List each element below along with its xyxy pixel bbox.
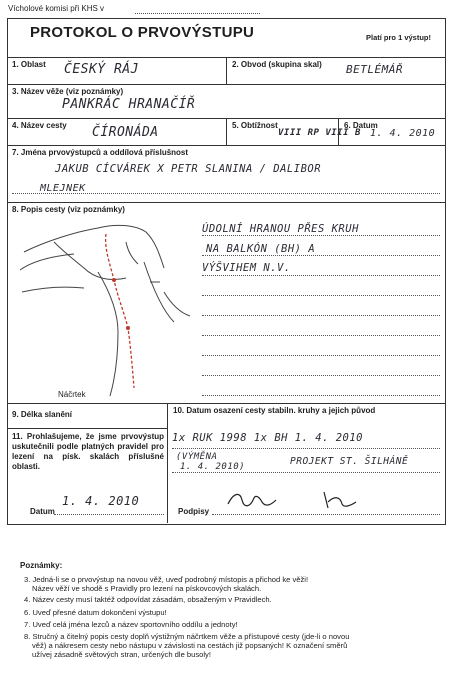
podpisy-dotline — [212, 514, 440, 515]
field-oblast-label: 1. Oblast — [12, 60, 46, 69]
popis-dotline — [202, 275, 440, 276]
note-item: 3. Jedná-li se o prvovýstup na novou věž, uveď podrobný místopis a přichod ke věži! — [24, 575, 309, 584]
popis-dotline — [202, 235, 440, 236]
field-osazeni-label: 10. Datum osazení cesty stabiln. kruhy a jejich původ — [173, 406, 376, 415]
signature-image — [224, 486, 374, 514]
field-oblast-value: ČESKÝ RÁJ — [64, 62, 139, 77]
field-jmena-line1: JAKUB CÍCVÁREK X PETR SLANINA / DALIBOR — [55, 163, 322, 175]
field-jmena-label: 7. Jména prvovýstupců a oddílová příslušnost — [12, 148, 189, 157]
field-vez-value: PANKRÁC HRANAČÍŘ — [62, 97, 196, 112]
popis-dotline — [202, 295, 440, 296]
osazeni-line-2c: PROJEKT ST. ŠILHÁNĚ — [290, 456, 409, 467]
field-cesta-label: 4. Název cesty — [12, 121, 67, 130]
committee-dotline — [135, 13, 260, 14]
popis-dotline — [202, 255, 440, 256]
grid-line — [7, 145, 445, 146]
note-item: 7. Uveď celá jména lezců a název sportovního oddílu a jednoty! — [24, 620, 238, 629]
field-datum-label: 6. Datum — [344, 121, 378, 130]
osazeni-line-1: 1x RUK 1998 1x BH 1. 4. 2010 — [172, 432, 364, 444]
form-title: PROTOKOL O PRVOVÝSTUPU — [30, 24, 255, 41]
field-obtiznost-label: 5. Obtížnost — [232, 121, 278, 130]
signature-svg — [224, 486, 374, 514]
field-prohlaseni — [12, 432, 164, 472]
field-slaneni-label: 9. Délka slanění — [12, 410, 73, 419]
notes-list — [24, 575, 349, 659]
osazeni-dotline — [172, 448, 440, 449]
datum-value: 1. 4. 2010 — [62, 494, 140, 508]
sketch-label: Náčrtek — [58, 390, 86, 399]
popis-dotline — [202, 355, 440, 356]
popis-line-1: ÚDOLNÍ HRANOU PŘES KRUH — [202, 223, 359, 235]
popis-dotline — [202, 395, 440, 396]
prohlaseni-text: 11. Prohlašujeme, že jsme prvovýstup uskutečnili podle platných pravidel pro lezení na písk. skalách příslušné oblasti. — [12, 432, 164, 471]
field-obtiznost-value: VIII RP VIII B — [278, 128, 361, 138]
note-item: 4. Název cesty musí taktéž odpovídat zásadám, obsaženým v Pravidlech. — [24, 595, 272, 604]
grid-line — [226, 118, 227, 145]
route-ring-mark — [112, 278, 116, 282]
notes-heading: Poznámky: — [20, 561, 63, 570]
route-ring-mark — [126, 326, 130, 330]
field-vez-label: 3. Název věže (viz poznámky) — [12, 87, 124, 96]
field-obvod-value: BETLÉMÁŘ — [346, 63, 403, 76]
datum-label: Datum — [30, 507, 55, 516]
osazeni-line-2b: 1. 4. 2010) — [180, 462, 246, 472]
committee-label: Vícholové komisi při KHS — [8, 4, 98, 13]
route-line — [106, 234, 134, 388]
grid-line — [7, 403, 445, 404]
committee-line — [8, 4, 104, 13]
note-item: užívej zásadně světových stran, určených dle busoly! — [32, 650, 211, 659]
grid-line — [7, 202, 445, 203]
note-item: 8. Stručný a čitelný popis cesty doplň výstižným náčrtkem věže a přístupové cesty (jde-li o novou — [24, 632, 350, 641]
popis-dotline — [202, 315, 440, 316]
grid-line — [7, 428, 167, 429]
validity-note: Platí pro 1 výstup! — [366, 33, 432, 42]
popis-line-3: VÝŠVIHEM N.V. — [202, 262, 291, 274]
grid-line — [7, 84, 445, 85]
grid-line — [226, 57, 227, 84]
popis-line-2: NA BALKÓN (BH) A — [206, 243, 316, 255]
committee-value: v — [100, 4, 105, 13]
field-popis-label: 8. Popis cesty (viz poznámky) — [12, 205, 125, 214]
route-sketch-svg — [14, 212, 200, 398]
datum-dotline — [54, 514, 164, 515]
note-item: 6. Uveď přesné datum dokončení výstupu! — [24, 608, 167, 617]
osazeni-line-2a: (VÝMĚNA — [176, 452, 218, 462]
route-sketch — [14, 212, 200, 398]
popis-dotline — [202, 335, 440, 336]
field-cesta-value: ČÍRONÁDA — [92, 125, 159, 140]
field-jmena-line2: MLEJNEK — [40, 183, 86, 194]
note-item: Název věží ve shodě s Pravidly pro lezení na pískovcových skalách. — [32, 584, 262, 593]
popis-dotline — [202, 375, 440, 376]
field-datum-value: 1. 4. 2010 — [370, 128, 436, 139]
grid-line — [167, 403, 168, 523]
note-item: věž) a nákresem cesty nebo nástupu v závislosti na cestách již popsaných! K označení směrů — [32, 641, 348, 650]
field-obvod-label: 2. Obvod (skupina skal) — [232, 60, 322, 69]
osazeni-dotline — [172, 472, 440, 473]
podpisy-label: Podpisy — [178, 507, 210, 516]
